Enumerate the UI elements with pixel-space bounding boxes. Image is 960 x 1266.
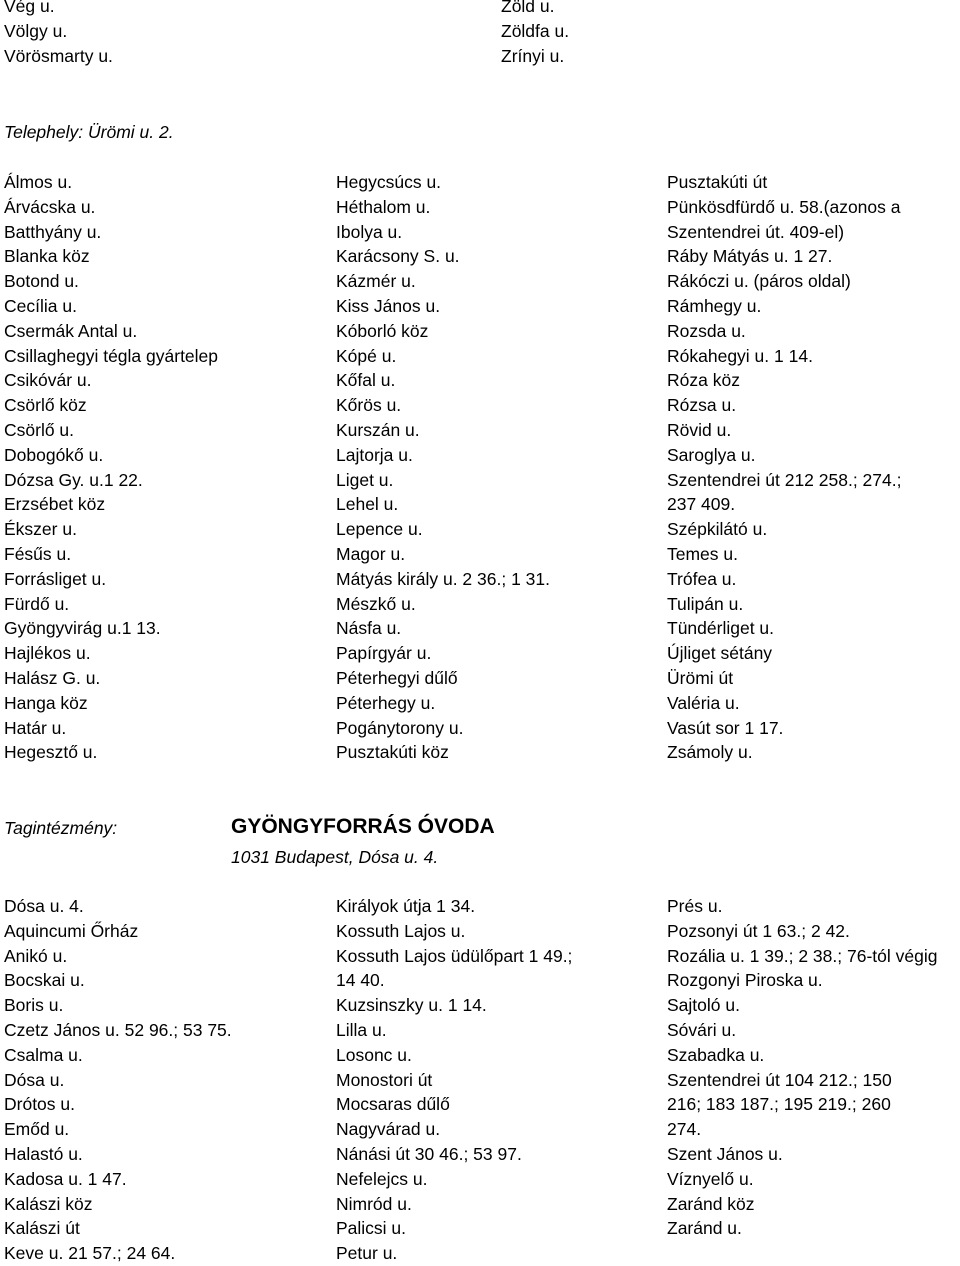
street-entry: Valéria u. <box>667 692 740 713</box>
street-entry: Gyöngyvirág u.1 13. <box>4 618 161 639</box>
street-entry: Kalászi köz <box>4 1193 93 1214</box>
street-entry: Ékszer u. <box>4 519 77 540</box>
street-entry: Rókahegyi u. 1 14. <box>667 345 813 366</box>
street-entry: Drótos u. <box>4 1094 75 1115</box>
main-col-3 <box>667 170 901 765</box>
street-entry: Zaránd u. <box>667 1218 742 1239</box>
street-entry: Dobogókő u. <box>4 444 104 465</box>
telephely-heading: Telephely: Ürömi u. 2. <box>4 122 174 142</box>
street-entry: Batthyány u. <box>4 221 102 242</box>
tag-col-3 <box>667 894 937 1241</box>
street-entry: Násfa u. <box>336 618 402 639</box>
street-entry: Mészkő u. <box>336 593 416 614</box>
institution-address: 1031 Budapest, Dósa u. 4. <box>231 847 439 867</box>
street-entry: 216; 183 187.; 195 219.; 260 <box>667 1094 891 1115</box>
street-entry: Vörösmarty u. <box>4 45 113 66</box>
street-entry: Pogánytorony u. <box>336 717 464 738</box>
street-entry: Kiss János u. <box>336 295 441 316</box>
street-entry: Rozsda u. <box>667 320 746 341</box>
street-entry: Tündérliget u. <box>667 618 775 639</box>
street-entry: Csörlő u. <box>4 419 75 440</box>
street-entry: Zöldfa u. <box>501 20 570 41</box>
street-entry: Nimród u. <box>336 1193 412 1214</box>
street-entry: Hegesztő u. <box>4 742 98 763</box>
street-entry: Anikó u. <box>4 945 68 966</box>
street-entry: Erzsébet köz <box>4 494 106 515</box>
street-entry: Hajlékos u. <box>4 643 91 664</box>
street-entry: Péterhegy u. <box>336 692 436 713</box>
street-entry: Kópé u. <box>336 345 397 366</box>
street-entry: Csörlő köz <box>4 395 87 416</box>
street-entry: Lilla u. <box>336 1019 387 1040</box>
street-entry: Ibolya u. <box>336 221 403 242</box>
street-entry: Árvácska u. <box>4 196 96 217</box>
street-entry: Szentendrei út. 409-el) <box>667 221 845 242</box>
street-entry: Pusztakúti út <box>667 172 768 192</box>
street-entry: Emőd u. <box>4 1119 70 1140</box>
street-entry: Csillaghegyi tégla gyártelep <box>4 345 219 366</box>
street-entry: Monostori út <box>336 1069 433 1090</box>
street-entry: Kőfal u. <box>336 370 396 391</box>
street-entry: Losonc u. <box>336 1044 412 1065</box>
street-entry: Szentendrei út 104 212.; 150 <box>667 1069 892 1090</box>
street-entry: Prés u. <box>667 896 723 916</box>
street-entry: Kóborló köz <box>336 320 429 341</box>
street-entry: Mocsaras dűlő <box>336 1094 450 1115</box>
street-entry: 14 40. <box>336 970 385 991</box>
tag-col-2 <box>336 894 572 1266</box>
street-entry: Dósa u. 4. <box>4 896 84 916</box>
street-entry: Péterhegyi dűlő <box>336 667 458 688</box>
street-entry: Héthalom u. <box>336 196 431 217</box>
street-entry: Szentendrei út 212 258.; 274.; <box>667 469 902 490</box>
street-entry: Nánási út 30 46.; 53 97. <box>336 1143 522 1164</box>
street-entry: Kadosa u. 1 47. <box>4 1168 127 1189</box>
street-entry: Víznyelő u. <box>667 1168 754 1189</box>
street-entry: Saroglya u. <box>667 444 756 465</box>
street-entry: Zsámoly u. <box>667 742 753 763</box>
street-entry: Kurszán u. <box>336 419 420 440</box>
street-entry: Újliget sétány <box>667 643 773 664</box>
street-entry: Botond u. <box>4 271 79 292</box>
street-entry: Kossuth Lajos üdülőpart 1 49.; <box>336 945 573 966</box>
street-entry: Bocskai u. <box>4 970 85 991</box>
street-entry: Lehel u. <box>336 494 399 515</box>
street-entry: Fésűs u. <box>4 543 72 564</box>
street-entry: Sóvári u. <box>667 1019 737 1040</box>
street-entry: Karácsony S. u. <box>336 246 460 267</box>
street-entry: Vég u. <box>4 0 55 16</box>
street-entry: Rozgonyi Piroska u. <box>667 970 823 991</box>
street-entry: Hegycsúcs u. <box>336 172 442 192</box>
street-entry: Rózsa u. <box>667 395 737 416</box>
street-entry: Temes u. <box>667 543 738 564</box>
main-col-2 <box>336 170 550 765</box>
street-entry: Csermák Antal u. <box>4 320 138 341</box>
street-entry: 237 409. <box>667 494 736 515</box>
street-entry: Sajtoló u. <box>667 995 740 1016</box>
street-entry: Trófea u. <box>667 568 737 589</box>
street-entry: Zöld u. <box>501 0 555 16</box>
street-entry: Pozsonyi út 1 63.; 2 42. <box>667 920 850 941</box>
street-entry: Szent János u. <box>667 1143 783 1164</box>
street-entry: Palicsi u. <box>336 1218 407 1239</box>
institution-name: GYÖNGYFORRÁS ÓVODA <box>231 815 495 838</box>
street-entry: Csikóvár u. <box>4 370 92 391</box>
street-entry: Királyok útja 1 34. <box>336 896 476 916</box>
street-entry: Álmos u. <box>4 172 73 192</box>
street-entry: Mátyás király u. 2 36.; 1 31. <box>336 568 550 589</box>
street-entry: Ráby Mátyás u. 1 27. <box>667 246 833 267</box>
street-entry: Szépkilátó u. <box>667 519 768 540</box>
street-entry: Boris u. <box>4 995 64 1016</box>
street-entry: Rozália u. 1 39.; 2 38.; 76-tól végig <box>667 945 938 966</box>
street-entry: Forrásliget u. <box>4 568 107 589</box>
street-entry: Blanka köz <box>4 246 90 267</box>
street-entry: Lepence u. <box>336 519 423 540</box>
street-entry: Kossuth Lajos u. <box>336 920 466 941</box>
street-entry: Kuzsinszky u. 1 14. <box>336 995 487 1016</box>
street-entry: Keve u. 21 57.; 24 64. <box>4 1243 176 1264</box>
street-entry: Halastó u. <box>4 1143 83 1164</box>
street-entry: Zrínyi u. <box>501 45 565 66</box>
street-entry: Petur u. <box>336 1243 398 1264</box>
street-entry: Rövid u. <box>667 419 732 440</box>
street-entry: Pünkösdfürdő u. 58.(azonos a <box>667 196 901 217</box>
street-entry: Szabadka u. <box>667 1044 765 1065</box>
street-entry: Rákóczi u. (páros oldal) <box>667 271 851 292</box>
street-entry: Rámhegy u. <box>667 295 762 316</box>
street-entry: Vasút sor 1 17. <box>667 717 784 738</box>
street-entry: Dózsa Gy. u.1 22. <box>4 469 143 490</box>
street-entry: Határ u. <box>4 717 67 738</box>
street-entry: Pusztakúti köz <box>336 742 449 763</box>
street-entry: Papírgyár u. <box>336 643 432 664</box>
street-entry: Csalma u. <box>4 1044 83 1065</box>
main-col-1 <box>4 170 218 765</box>
street-entry: Halász G. u. <box>4 667 101 688</box>
street-entry: Lajtorja u. <box>336 444 413 465</box>
street-entry: Völgy u. <box>4 20 68 41</box>
street-entry: Róza köz <box>667 370 740 391</box>
top-col-1 <box>4 0 113 68</box>
street-entry: Hanga köz <box>4 692 88 713</box>
street-entry: Kalászi út <box>4 1218 80 1239</box>
street-entry: Ürömi út <box>667 667 734 688</box>
street-entry: Dósa u. <box>4 1069 65 1090</box>
street-entry: Kőrös u. <box>336 395 402 416</box>
street-entry: Magor u. <box>336 543 406 564</box>
street-entry: Czetz János u. 52 96.; 53 75. <box>4 1019 232 1040</box>
top-col-2 <box>501 0 569 68</box>
street-entry: Kázmér u. <box>336 271 416 292</box>
street-entry: Nagyvárad u. <box>336 1119 441 1140</box>
street-entry: 274. <box>667 1119 702 1140</box>
street-entry: Fürdő u. <box>4 593 70 614</box>
street-entry: Liget u. <box>336 469 394 490</box>
tagintezmeny-label: Tagintézmény: <box>4 818 118 838</box>
street-entry: Aquincumi Őrház <box>4 920 139 941</box>
street-entry: Zaránd köz <box>667 1193 755 1214</box>
street-entry: Nefelejcs u. <box>336 1168 428 1189</box>
tag-col-1 <box>4 894 232 1266</box>
street-entry: Cecília u. <box>4 295 77 316</box>
street-entry: Tulipán u. <box>667 593 744 614</box>
